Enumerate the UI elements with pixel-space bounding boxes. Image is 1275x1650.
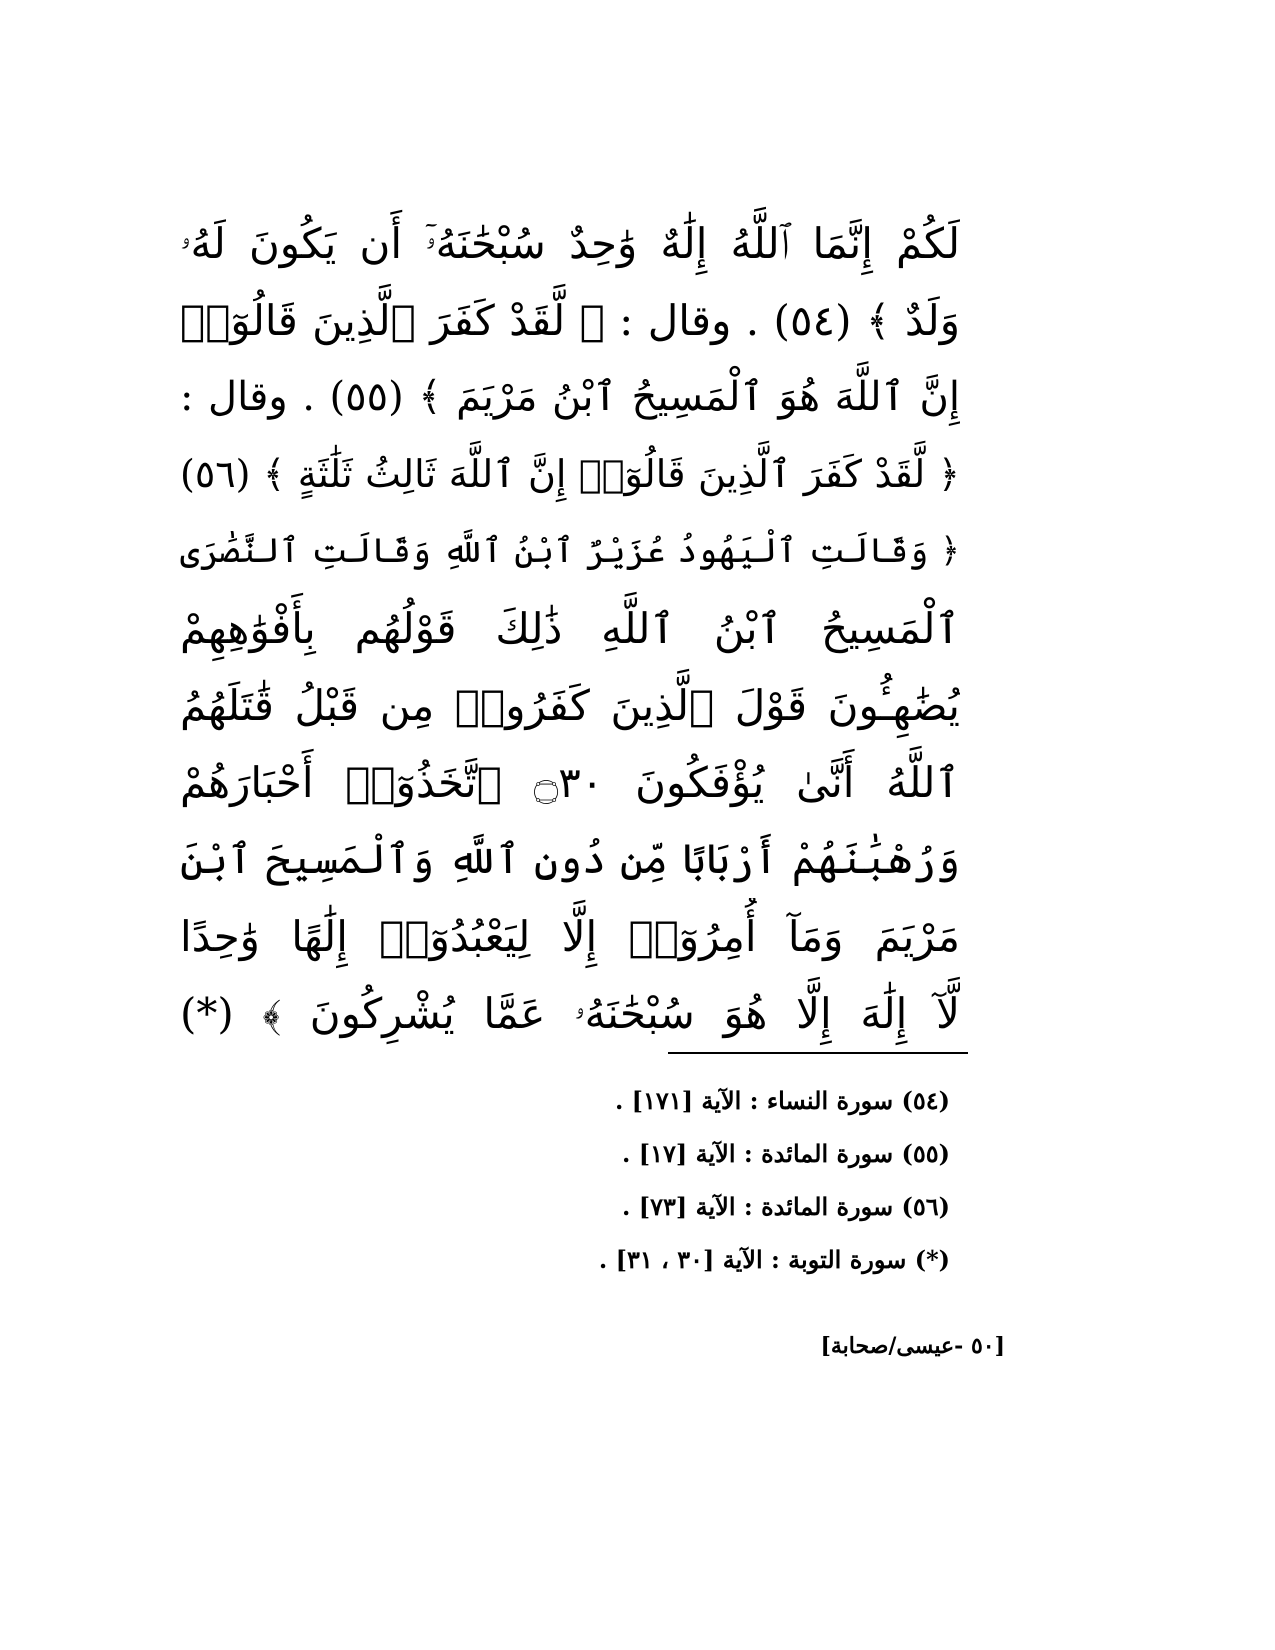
footnote-item: (٥٥) سورة المائدة : الآية [١٧] . bbox=[622, 1139, 950, 1168]
verse-line: ٱللَّهُ أَنَّىٰ يُؤْفَكُونَ ۝٣٠ ٱتَّخَذُوٓا۟ أَحْبَارَهُمْ bbox=[180, 758, 960, 807]
verse-line: لَكُمْ إِنَّمَا ٱللَّهُ إِلَٰهٌ وَٰحِدٌ سُبْحَٰنَهُۥٓ أَن يَكُونَ لَهُۥ bbox=[180, 219, 960, 268]
footnote-item: (٥٤) سورة النساء : الآية [١٧١] . bbox=[614, 1086, 950, 1115]
verse-line: إِنَّ ٱللَّهَ هُوَ ٱلْمَسِيحُ ٱبْنُ مَرْيَمَ ﴾ (٥٥) . وقال : bbox=[180, 374, 960, 420]
verse-line: وَلَدٌ ﴾ (٥٤) . وقال : ﴿ لَّقَدْ كَفَرَ ٱلَّذِينَ قَالُوٓا۟ bbox=[180, 296, 960, 345]
footnote-item: (*) سورة التوبة : الآية [٣٠ ، ٣١] . bbox=[598, 1245, 950, 1274]
verse-line: ٱلْمَسِيحُ ٱبْنُ ٱللَّهِ ذَٰلِكَ قَوْلُهُم بِأَفْوَٰهِهِمْ bbox=[180, 604, 960, 653]
footnote-divider bbox=[668, 1052, 968, 1054]
verse-line: لَّآ إِلَٰهَ إِلَّا هُوَ سُبْحَٰنَهُۥ عَمَّا يُشْرِكُونَ ﴾ (*) bbox=[180, 989, 960, 1038]
verse-line: ﴿ وَقَالَتِ ٱلْيَهُودُ عُزَيْرٌ ٱبْنُ ٱللَّهِ وَقَالَتِ ٱلنَّصَٰرَى bbox=[180, 531, 960, 571]
quran-verses-block bbox=[180, 205, 960, 1052]
footnote-item: (٥٦) سورة المائدة : الآية [٧٣] . bbox=[622, 1192, 950, 1221]
verse-line: مَرْيَمَ وَمَآ أُمِرُوٓا۟ إِلَّا لِيَعْبُدُوٓا۟ إِلَٰهًا وَٰحِدًا bbox=[180, 912, 960, 961]
verse-line: يُضَٰهِـُٔونَ قَوْلَ ٱلَّذِينَ كَفَرُوا۟ مِن قَبْلُ قَٰتَلَهُمُ bbox=[180, 681, 960, 730]
page-footer-label: [٥٠ -عيسى/صحابة] bbox=[820, 1333, 1005, 1359]
footnotes-list bbox=[440, 1074, 950, 1286]
verse-line: ﴿ لَّقَدْ كَفَرَ ٱلَّذِينَ قَالُوٓا۟ إِنَّ ٱللَّهَ ثَالِثُ ثَلَٰثَةٍ ﴾ (٥٦) bbox=[180, 452, 960, 496]
verse-line: وَرُهْبَٰنَهُمْ أَرْبَابًا مِّن دُونِ ٱللَّهِ وَٱلْمَسِيحَ ٱبْنَ bbox=[180, 835, 960, 883]
